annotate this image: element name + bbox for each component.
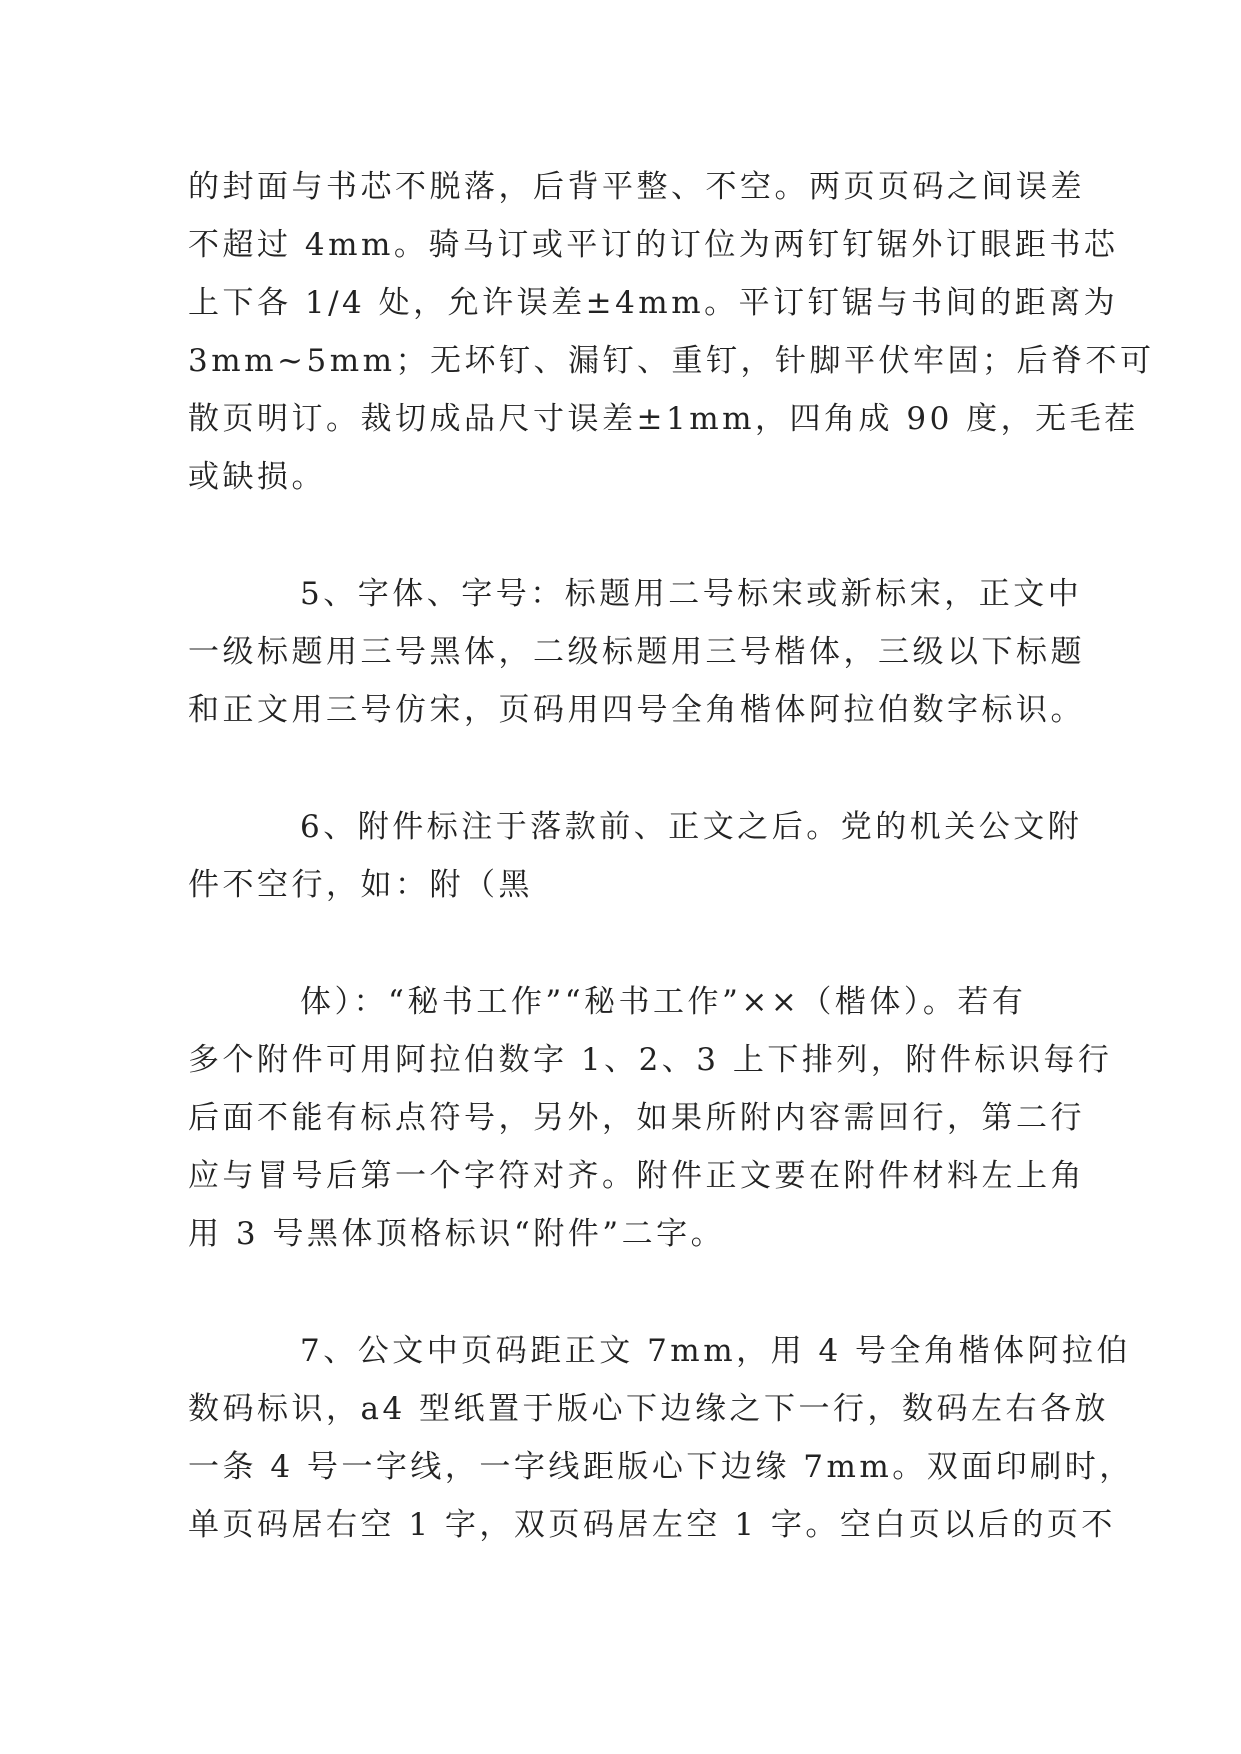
text-line: 件不空行，如：附（黑	[188, 867, 533, 903]
paragraph-first-line: 6、附件标注于落款前、正文之后。党的机关公文附	[300, 809, 1083, 845]
text-line: 应与冒号后第一个字符对齐。附件正文要在附件材料左上角	[188, 1158, 1085, 1194]
text-line: 3mm~5mm；无坏钉、漏钉、重钉，针脚平伏牢固；后脊不可	[188, 343, 1155, 379]
text-line: 用 3 号黑体顶格标识“附件”二字。	[188, 1216, 726, 1252]
text-line: 散页明订。裁切成品尺寸误差±1mm，四角成 90 度，无毛茬	[188, 401, 1139, 437]
text-line: 的封面与书芯不脱落，后背平整、不空。两页页码之间误差	[188, 169, 1085, 205]
text-line: 后面不能有标点符号，另外，如果所附内容需回行，第二行	[188, 1100, 1085, 1136]
text-line: 单页码居右空 1 字，双页码居左空 1 字。空白页以后的页不	[188, 1507, 1116, 1543]
text-line: 和正文用三号仿宋，页码用四号全角楷体阿拉伯数字标识。	[188, 692, 1085, 728]
text-line: 一级标题用三号黑体，二级标题用三号楷体，三级以下标题	[188, 634, 1085, 670]
text-line: 数码标识，a4 型纸置于版心下边缘之下一行，数码左右各放	[188, 1391, 1110, 1427]
text-line: 多个附件可用阿拉伯数字 1、2、3 上下排列，附件标识每行	[188, 1042, 1113, 1078]
text-line: 上下各 1/4 处，允许误差±4mm。平订钉锯与书间的距离为	[188, 285, 1119, 321]
text-line: 一条 4 号一字线，一字线距版心下边缘 7mm。双面印刷时，	[188, 1449, 1134, 1485]
paragraph-first-line: 7、公文中页码距正文 7mm，用 4 号全角楷体阿拉伯	[300, 1333, 1132, 1369]
text-line: 不超过 4mm。骑马订或平订的订位为两钉钉锯外订眼距书芯	[188, 227, 1119, 263]
paragraph-first-line: 5、字体、字号：标题用二号标宋或新标宋，正文中	[300, 576, 1083, 612]
text-line: 或缺损。	[188, 459, 326, 495]
paragraph-first-line: 体）：“秘书工作”“秘书工作”××（楷体）。若有	[300, 984, 1027, 1020]
